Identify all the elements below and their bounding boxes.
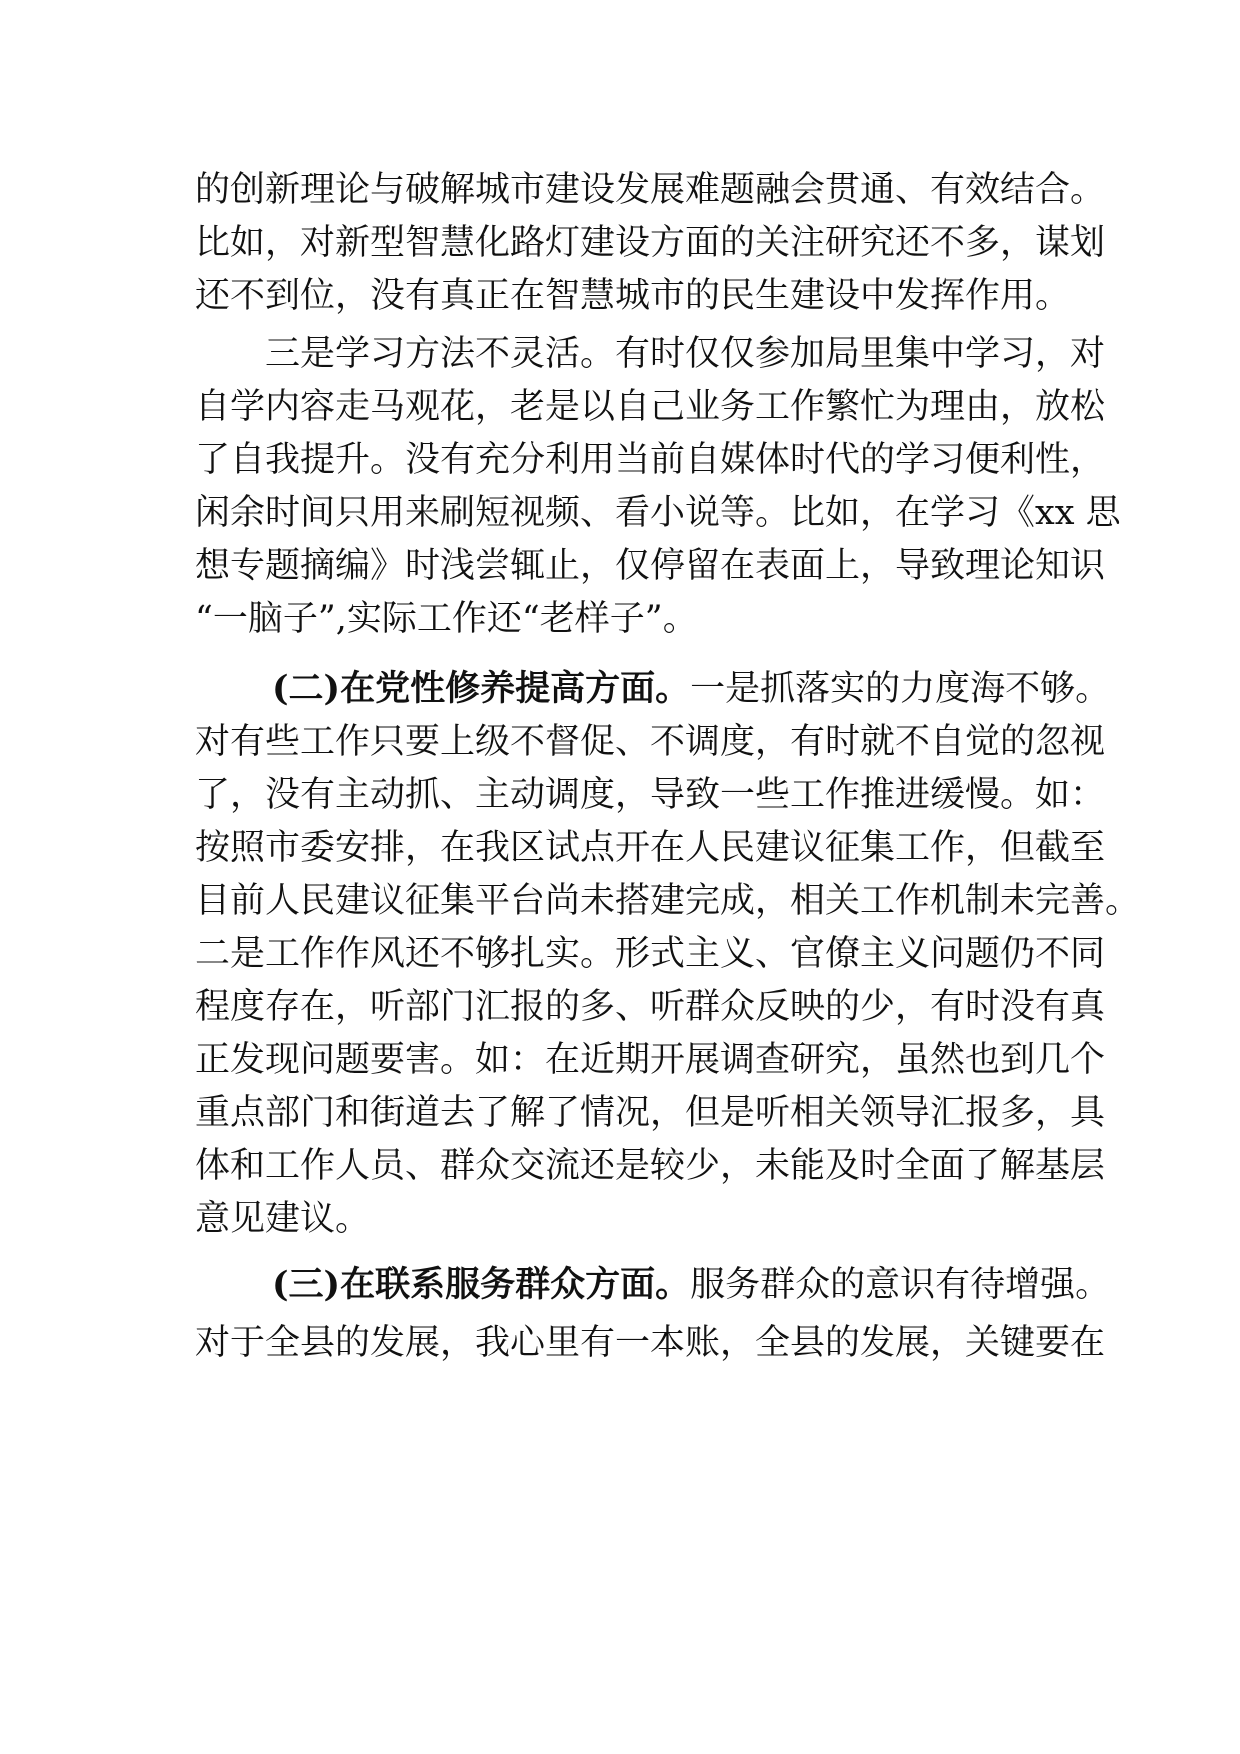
paragraph-1-line-2: 比如，对新型智慧化路灯建设方面的关注研究还不多，谋划 [195, 223, 1106, 263]
paragraph-2-line-6: “一脑子”,实际工作还“老样子”。 [195, 599, 698, 639]
paragraph-2-line-2: 自学内容走马观花，老是以自己业务工作繁忙为理由，放松 [195, 387, 1106, 427]
paragraph-2-line-4: 闲余时间只用来刷短视频、看小说等。比如，在学习《xx 思 [195, 493, 1121, 533]
paragraph-3-line-11: 意见建议。 [195, 1199, 371, 1239]
paragraph-3-line-5: 目前人民建议征集平台尚未搭建完成，相关工作机制未完善。 [195, 881, 1141, 921]
paragraph-2-line-5: 想专题摘编》时浅尝辄止，仅停留在表面上，导致理论知识 [195, 546, 1106, 586]
section-heading-3: (三)在联系服务群众方面。 [272, 1264, 691, 1305]
paragraph-1-line-3: 还不到位，没有真正在智慧城市的民生建设中发挥作用。 [195, 276, 1071, 316]
paragraph-2-line-1: 三是学习方法不灵活。有时仅仅参加局里集中学习，对 [265, 334, 1106, 374]
paragraph-3-line-8: 正发现问题要害。如：在近期开展调查研究，虽然也到几个 [195, 1040, 1106, 1080]
paragraph-1-line-1: 的创新理论与破解城市建设发展难题融会贯通、有效结合。 [195, 170, 1106, 210]
paragraph-3-line-2: 对有些工作只要上级不督促、不调度，有时就不自觉的忽视 [195, 722, 1106, 762]
paragraph-4-line-2: 对于全县的发展，我心里有一本账，全县的发展，关键要在 [195, 1323, 1106, 1363]
paragraph-3-line-1 [272, 661, 1111, 717]
paragraph-3-line-6: 二是工作作风还不够扎实。形式主义、官僚主义问题仍不同 [195, 934, 1106, 974]
paragraph-2-line-3: 了自我提升。没有充分利用当前自媒体时代的学习便利性， [195, 440, 1106, 480]
paragraph-3-line-3: 了，没有主动抓、主动调度，导致一些工作推进缓慢。如： [195, 775, 1106, 815]
paragraph-4-line-1 [272, 1257, 1111, 1313]
section-heading-2: (二)在党性修养提高方面。 [272, 668, 691, 709]
paragraph-3-line-7: 程度存在，听部门汇报的多、听群众反映的少，有时没有真 [195, 987, 1106, 1027]
paragraph-3-line-9: 重点部门和街道去了解了情况，但是听相关领导汇报多，具 [195, 1093, 1106, 1133]
paragraph-4-line-1-text: 服务群众的意识有待增强。 [690, 1265, 1111, 1305]
paragraph-3-line-4: 按照市委安排，在我区试点开在人民建议征集工作，但截至 [195, 828, 1106, 868]
paragraph-3-line-1-text: 一是抓落实的力度海不够。 [690, 669, 1111, 709]
paragraph-3-line-10: 体和工作人员、群众交流还是较少，未能及时全面了解基层 [195, 1146, 1106, 1186]
